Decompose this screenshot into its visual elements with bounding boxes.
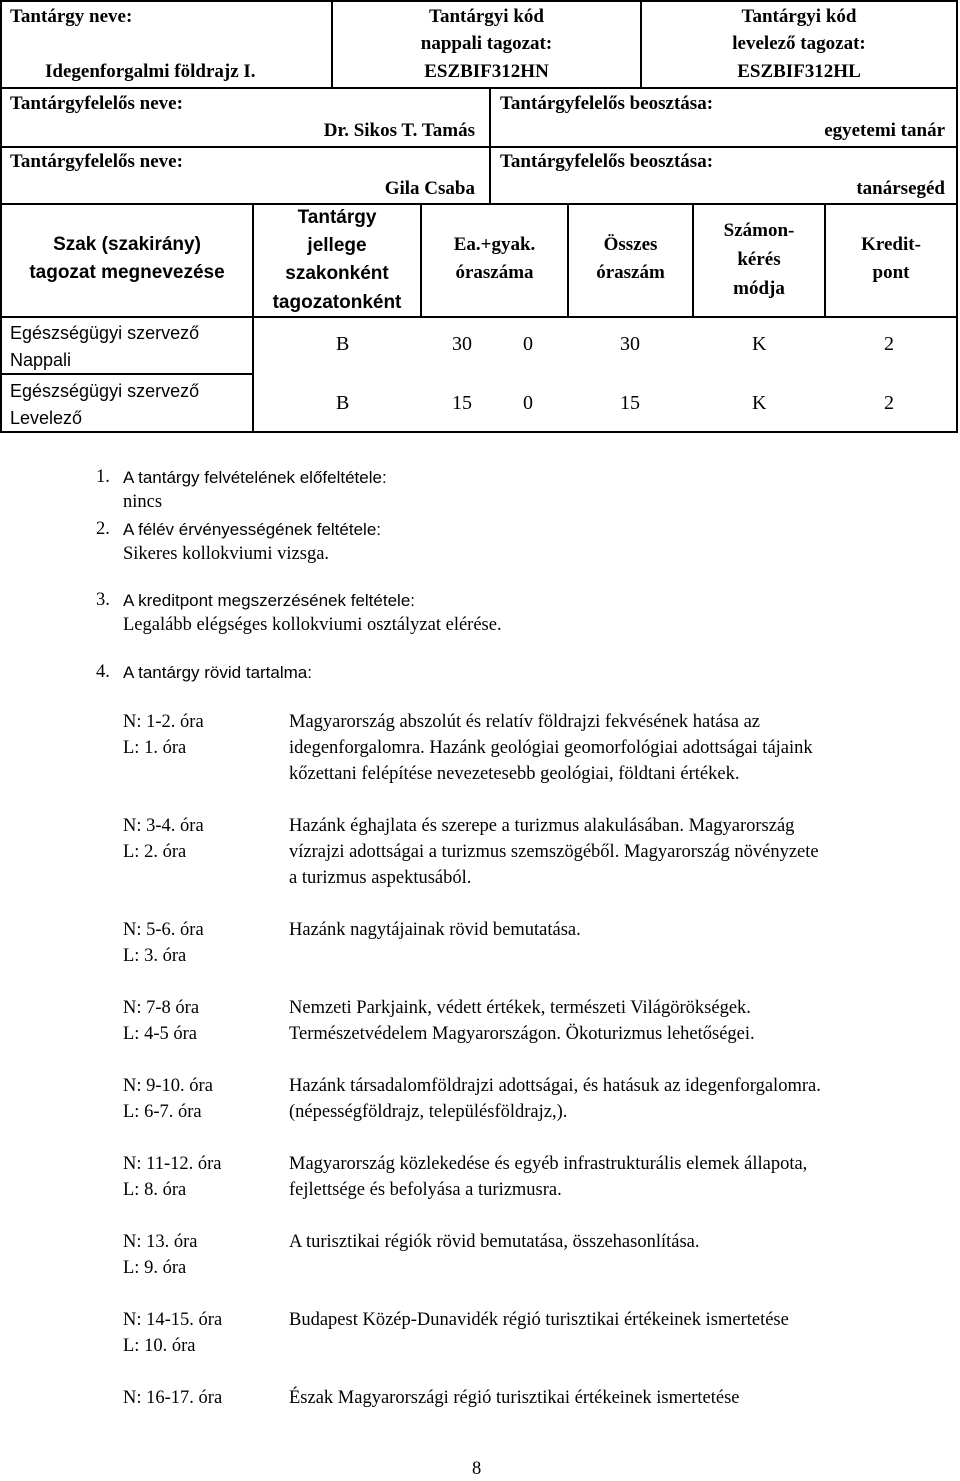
schedule-text-2a: Hazánk éghajlata és szerepe a turizmus alakulásában. Magyarország [289, 816, 795, 836]
resp2-label: Tantárgyfelelős neve: [10, 151, 183, 172]
subject-name: Idegenforgalmi földrajz I. [45, 61, 256, 82]
col-exam-line2: kérés [737, 249, 781, 270]
schedule-text-7a: A turisztikai régiók rövid bemutatása, összehasonlítása. [289, 1232, 700, 1252]
section-3-title: A kreditpont megszerzésének feltétele: [123, 591, 415, 610]
section-2-title: A félév érvényességének feltétele: [123, 520, 381, 539]
code-corr: ESZBIF312HL [737, 61, 861, 82]
schedule-l-1: L: 1. óra [123, 738, 187, 758]
section-1-title: A tantárgy felvételének előfeltétele: [123, 468, 387, 487]
row1-hours: 30 [452, 333, 472, 355]
col-hours-line2: óraszáma [455, 262, 534, 283]
row2-credit: 2 [884, 392, 894, 414]
schedule-l-7: L: 9. óra [123, 1258, 187, 1278]
resp1-pos-label: Tantárgyfelelős beosztása: [500, 93, 714, 114]
schedule-n-3: N: 5-6. óra [123, 920, 204, 940]
resp2-pos-label: Tantárgyfelelős beosztása: [500, 151, 714, 172]
col-credit-line1: Kredit- [861, 234, 921, 255]
schedule-n-8: N: 14-15. óra [123, 1310, 223, 1330]
section-2-body: Sikeres kollokviumi vizsga. [123, 544, 330, 564]
schedule-text-5a: Hazánk társadalomföldrajzi adottságai, és hatásuk az idegenforgalomra. [289, 1076, 821, 1096]
col-type-line2: jellege [307, 235, 367, 256]
schedule-text-1a: Magyarország abszolút és relatív földrajzi fekvésének hatása az [289, 712, 761, 732]
row1-mode: Nappali [10, 350, 72, 370]
col-exam-line1: Számon- [723, 220, 795, 241]
section-3-num: 3. [96, 590, 110, 610]
row2-extra: 0 [523, 392, 533, 414]
row1-credit: 2 [884, 333, 894, 355]
schedule-text-5b: (népességföldrajz, településföldrajz,). [289, 1102, 568, 1122]
col-type-line3: szakonként [285, 263, 389, 284]
code-day-label: Tantárgyi kód [429, 6, 544, 27]
schedule-n-9: N: 16-17. óra [123, 1388, 223, 1408]
section-2-num: 2. [96, 519, 110, 539]
schedule-text-6a: Magyarország közlekedése és egyéb infrastrukturális elemek állapota, [289, 1154, 808, 1174]
section-4-title: A tantárgy rövid tartalma: [123, 663, 312, 682]
schedule-text-8a: Budapest Közép-Dunavidék régió turisztikai értékeinek ismertetése [289, 1310, 789, 1330]
row2-type: B [336, 392, 350, 414]
subject-name-label: Tantárgy neve: [10, 6, 133, 27]
schedule-text-1c: kőzettani felépítése nevezetesebb geológiai, földtani értékek. [289, 764, 740, 784]
page-number: 8 [472, 1459, 482, 1479]
col-major-line2: tagozat megnevezése [29, 262, 225, 283]
section-3-body: Legalább elégséges kollokviumi osztályzat elérése. [123, 615, 502, 635]
col-total-line1: Összes [603, 234, 658, 255]
row1-total: 30 [620, 333, 640, 355]
schedule-l-4: L: 4-5 óra [123, 1024, 197, 1044]
row1-extra: 0 [523, 333, 533, 355]
schedule-n-2: N: 3-4. óra [123, 816, 204, 836]
col-hours-line1: Ea.+gyak. [453, 234, 536, 255]
row1-exam: K [752, 333, 767, 355]
row2-total: 15 [620, 392, 640, 414]
schedule-text-6b: fejlettsége és befolyása a turizmusra. [289, 1180, 562, 1200]
col-credit-line2: pont [872, 262, 910, 283]
code-corr-label: Tantárgyi kód [741, 6, 857, 27]
col-type-line1: Tantárgy [297, 207, 377, 228]
schedule-text-4b: Természetvédelem Magyarországon. Ökoturizmus lehetőségei. [289, 1024, 755, 1044]
row2-hours: 15 [452, 392, 472, 414]
schedule-text-4a: Nemzeti Parkjaink, védett értékek, természeti Világörökségek. [289, 998, 751, 1018]
row2-exam: K [752, 392, 767, 414]
section-4-num: 4. [96, 662, 110, 682]
schedule-text-1b: idegenforgalomra. Hazánk geológiai geomorfológiai adottságai tájaink [289, 738, 813, 758]
col-type-line4: tagozatonként [272, 292, 402, 313]
resp2-pos: tanársegéd [856, 178, 945, 199]
col-major-line1: Szak (szakirány) [53, 234, 201, 255]
row1-type: B [336, 333, 350, 355]
schedule-l-5: L: 6-7. óra [123, 1102, 202, 1122]
resp1-name: Dr. Sikos T. Tamás [323, 120, 475, 141]
code-day-sub: nappali tagozat: [420, 33, 553, 54]
schedule-text-2b: vízrajzi adottságai a turizmus szemszögéből. Magyarország növényzete [289, 842, 819, 862]
section-1-num: 1. [96, 467, 110, 487]
schedule-l-3: L: 3. óra [123, 946, 187, 966]
code-corr-sub: levelező tagozat: [732, 33, 866, 54]
schedule-n-6: N: 11-12. óra [123, 1154, 222, 1174]
col-total-line2: óraszám [596, 262, 665, 283]
schedule-l-2: L: 2. óra [123, 842, 187, 862]
row2-major: Egészségügyi szervező [10, 381, 200, 401]
resp1-pos: egyetemi tanár [824, 120, 945, 141]
schedule-text-3a: Hazánk nagytájainak rövid bemutatása. [289, 920, 581, 940]
resp2-name: Gila Csaba [384, 178, 475, 199]
row2-mode: Levelező [10, 408, 83, 428]
schedule-text-9a: Észak Magyarországi régió turisztikai értékeinek ismertetése [289, 1388, 740, 1408]
col-exam-line3: módja [733, 278, 785, 299]
resp1-label: Tantárgyfelelős neve: [10, 93, 183, 114]
schedule-l-8: L: 10. óra [123, 1336, 196, 1356]
schedule-n-5: N: 9-10. óra [123, 1076, 213, 1096]
code-day: ESZBIF312HN [424, 61, 549, 82]
schedule-l-6: L: 8. óra [123, 1180, 187, 1200]
schedule-text-2c: a turizmus aspektusából. [289, 868, 472, 888]
schedule-n-7: N: 13. óra [123, 1232, 198, 1252]
row1-major: Egészségügyi szervező [10, 323, 200, 343]
schedule-n-1: N: 1-2. óra [123, 712, 204, 732]
schedule-n-4: N: 7-8 óra [123, 998, 200, 1018]
section-1-body: nincs [123, 492, 163, 512]
